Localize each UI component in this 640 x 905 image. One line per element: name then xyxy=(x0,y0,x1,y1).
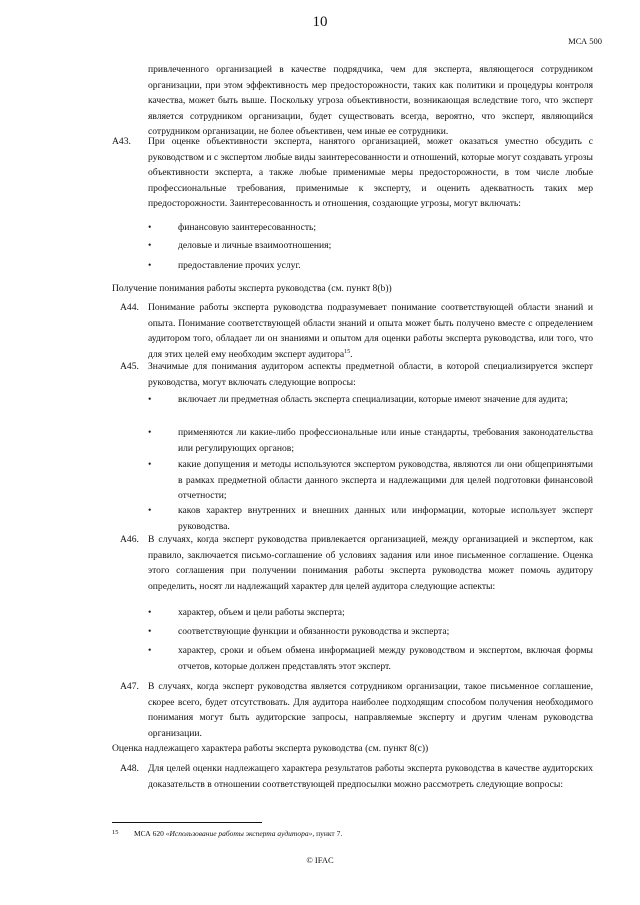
para-a45: Значимые для понимания аудитором аспекты предметной области, в которой специализируется эксперт руководства, могут включать следующие вопросы: xyxy=(148,361,593,388)
bullet-icon: • xyxy=(148,260,152,271)
intro-paragraph: привлеченного организацией в качестве подрядчика, чем для эксперта, являющегося сотрудником организации, при этом эффективность мер предосторожности, таких как политики и процедуры контроля качества, может быть выше. Поскольку угроза объективности, возникающая вследствие того, что эксперт является сотрудником организации, будет существовать всегда, вероятно, что эксперт, являющийся сотрудником организации, не более объективен, чем иные ее сотрудники. xyxy=(148,64,593,138)
para-id-a43: A43. xyxy=(112,136,131,147)
bullet-icon: • xyxy=(148,505,152,516)
footnote-suffix: , пункт 7. xyxy=(312,829,343,838)
bullet-icon: • xyxy=(148,626,152,637)
para-id-a45: A45. xyxy=(120,361,139,372)
para-a48: Для целей оценки надлежащего характера результатов работы эксперта руководства в качестве аудиторских доказательств в отношении соответствующей предпосылки можно рассмотреть следующие вопросы: xyxy=(148,763,593,790)
copyright: © IFAC xyxy=(306,855,334,865)
footnote-divider xyxy=(112,822,262,823)
section-heading: Получение понимания работы эксперта руководства (см. пункт 8(b)) xyxy=(112,283,392,294)
bullet-icon: • xyxy=(148,222,152,233)
para-a47: В случаях, когда эксперт руководства является сотрудником организации, такое письменное соглашение, скорее всего, будет отсутствовать. Для аудитора наиболее подходящим способом получения необходимого понимания могут быть аудиторские запросы, направляемые эксперту и другим членам руководства организации. xyxy=(148,681,593,739)
bullet-text: каков характер внутренних и внешних данных или информации, которые использует эксперт руководства. xyxy=(178,505,593,532)
bullet-icon: • xyxy=(148,394,152,405)
para-id-a48: A48. xyxy=(120,763,139,774)
footnote-title: «Использование работы эксперта аудитора» xyxy=(165,829,313,838)
bullet-text: финансовую заинтересованность; xyxy=(178,222,317,233)
para-id-a44: A44. xyxy=(120,302,139,313)
bullet-icon: • xyxy=(148,645,152,656)
bullet-icon: • xyxy=(148,427,152,438)
bullet-text: какие допущения и методы используются экспертом руководства, являются ли они общепринятыми в рамках предметной области данного эксперта и надлежащими для целей подготовки финансовой отчетности; xyxy=(178,459,593,502)
bullet-text: характер, объем и цели работы эксперта; xyxy=(178,607,345,618)
bullet-text: характер, сроки и объем обмена информацией между руководством и экспертом, включая формы отчетов, которые должен представлять этот эксперт. xyxy=(178,645,593,672)
para-a44: Понимание работы эксперта руководства подразумевает понимание соответствующей области знаний и опыта. Понимание соответствующей области знаний и опыта может быть получено вместе с определением аудитором того, обладает ли он знаниями и опытом для оценки работы эксперта руководства, или того, что для этих целей ему необходим эксперт аудитора$^{15}$. xyxy=(148,302,593,360)
para-id-a47: A47. xyxy=(120,681,139,692)
bullet-icon: • xyxy=(148,459,152,470)
standard-code: МСА 500 xyxy=(568,36,602,46)
bullet-text: включает ли предметная область эксперта специализации, которые имеют значение для аудита; xyxy=(178,394,568,405)
bullet-text: соответствующие функции и обязанности руководства и эксперта; xyxy=(178,626,450,637)
page-number: 10 xyxy=(312,14,328,30)
para-id-a46: A46. xyxy=(120,534,139,545)
bullet-text: применяются ли какие-либо профессиональные или иные стандарты, требования законодательства или регулирующих органов; xyxy=(178,427,593,454)
para-a46: В случаях, когда эксперт руководства привлекается организацией, между организацией и экспертом, как правило, заключается письмо-соглашение об условиях задания или иное письменное соглашение. Оценка этого соглашения при получении понимания работы эксперта руководства может помочь аудитору определить, носят ли надлежащий характер для целей аудитора следующие аспекты: xyxy=(148,534,593,592)
footnote xyxy=(112,829,342,838)
bullet-icon: • xyxy=(148,607,152,618)
footnote-prefix: МСА 620 xyxy=(134,829,164,838)
bullet-icon: • xyxy=(148,240,152,251)
footnote-ref: 15 xyxy=(344,348,351,355)
section-heading: Оценка надлежащего характера работы эксперта руководства (см. пункт 8(c)) xyxy=(112,743,429,754)
para-a43: При оценке объективности эксперта, нанятого организацией, может оказаться уместно обсудить с руководством и с экспертом любые виды заинтересованности и отношений, которые могут создавать угрозы объективности эксперта, а также любые применимые меры предосторожности, в том числе любые профессиональные требования, применимые к эксперту, и оценить адекватность таких мер предосторожности. Заинтересованность и отношения, создающие угрозы, могут включать: xyxy=(148,136,593,210)
bullet-text: деловые и личные взаимоотношения; xyxy=(178,240,332,251)
footnote-number: 15 xyxy=(112,829,119,836)
bullet-text: предоставление прочих услуг. xyxy=(178,260,301,271)
